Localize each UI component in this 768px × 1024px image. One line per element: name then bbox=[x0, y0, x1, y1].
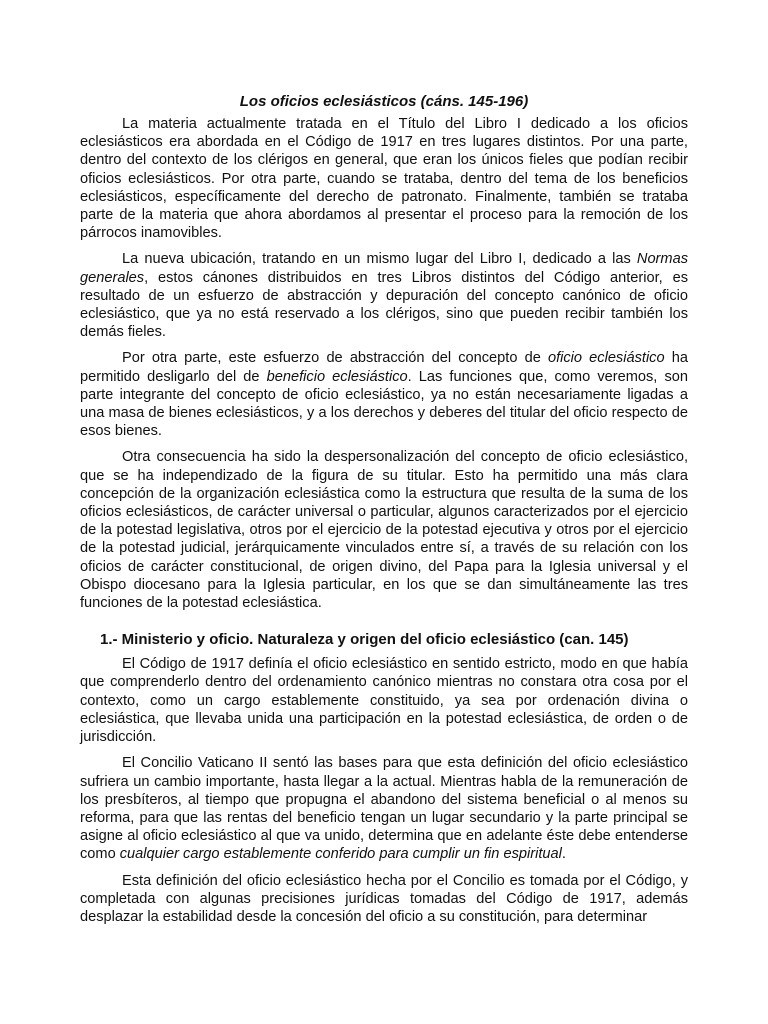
paragraph-3-emphasis-2: beneficio eclesiástico bbox=[266, 368, 408, 385]
paragraph-4: Otra consecuencia ha sido la despersonalización del concepto de oficio eclesiástico, que se ha independizado de la figura de su titular. Esto ha permitido una más clara concepción de la organización eclesiástica como la estructura que resulta de la suma de los oficios eclesiásticos, de carácter universal o particular, algunos caracterizados por el ejercicio de la potestad legislativa, otros por el ejercicio de la potestad ejecutiva y otros por el ejercicio de la potestad judicial, jerárquicamente vinculados entre sí, a través de su relación con los oficios de carácter constitucional, de origen divino, del Papa para la Iglesia universal y el Obispo diocesano para la Iglesia particular, en los que se dan simultáneamente las tres funciones de la potestad eclesiástica. bbox=[80, 449, 688, 612]
paragraph-3 bbox=[80, 349, 688, 440]
paragraph-3-text-c: . Las funciones que, como veremos, son parte integrante del concepto de oficio eclesiástico, ya no están necesariamente ligadas a una masa de bienes eclesiásticos, y a los derechos y deberes del titular del oficio respecto de esos bienes. bbox=[80, 368, 688, 440]
paragraph-6-emphasis: cualquier cargo establemente conferido para cumplir un fin espiritual bbox=[119, 846, 562, 863]
paragraph-7: Esta definición del oficio eclesiástico hecha por el Concilio es tomada por el Código, y completada con algunas precisiones jurídicas tomadas del Código de 1917, además desplazar la estabilidad desde la concesión del oficio a su constitución, para determinar bbox=[80, 872, 688, 925]
paragraph-6-text-b: . bbox=[561, 846, 566, 863]
paragraph-6 bbox=[80, 754, 688, 863]
section-heading: 1.- Ministerio y oficio. Naturaleza y origen del oficio eclesiástico (can. 145) bbox=[100, 631, 629, 649]
paragraph-2-text-a: La nueva ubicación, tratando en un mismo lugar del Libro I, dedicado a las bbox=[122, 251, 637, 268]
paragraph-2 bbox=[80, 250, 688, 341]
paragraph-6-text-a: El Concilio Vaticano II sentó las bases para que esta definición del oficio eclesiástico sufriera un cambio importante, hasta llegar a la actual. Mientras habla de la remuneración de los presbíteros, al tiempo que propugna el abandono del sistema beneficial o al menos su reforma, para que las rentas del beneficio tengan un lugar secundario y la parte principal se asigne al oficio eclesiástico al que va unido, determina que en adelante éste debe entenderse como bbox=[80, 755, 688, 863]
paragraph-3-text-a: Por otra parte, este esfuerzo de abstracción del concepto de bbox=[122, 350, 548, 367]
paragraph-3-emphasis-1: oficio eclesiástico bbox=[547, 350, 665, 367]
paragraph-3-text-b: ha permitido desligarlo del de bbox=[80, 350, 688, 385]
document-title: Los oficios eclesiásticos (cáns. 145-196) bbox=[239, 93, 529, 110]
paragraph-2-text-b: , estos cánones distribuidos en tres Libros distintos del Código anterior, es resultado de un esfuerzo de abstracción y depuración del concepto canónico de oficio eclesiástico, que ya no está reservado a los clérigos, sino que pueden recibir también los demás fieles. bbox=[80, 269, 688, 341]
paragraph-1: La materia actualmente tratada en el Título del Libro I dedicado a los oficios eclesiásticos era abordada en el Código de 1917 en tres lugares distintos. Por una parte, dentro del contexto de los clérigos en general, que eran los únicos fieles que podían recibir oficios eclesiásticos. Por otra parte, cuando se trataba, dentro del tema de los beneficios eclesiásticos, específicamente del derecho de patronato. Finalmente, también se trataba parte de la materia que ahora abordamos al presentar el proceso para la remoción de los párrocos inamovibles. bbox=[80, 116, 688, 242]
paragraph-5: El Código de 1917 definía el oficio eclesiástico en sentido estricto, modo en que había que comprenderlo dentro del ordenamiento canónico mientras no constara otra cosa por el contexto, como un cargo establemente constituido, ya sea por ordenación divina o eclesiástica, que llevaba unida una participación en la potestad eclesiástica, de orden o de jurisdicción. bbox=[80, 656, 688, 746]
paragraph-2-emphasis: Normas generales bbox=[80, 251, 688, 286]
